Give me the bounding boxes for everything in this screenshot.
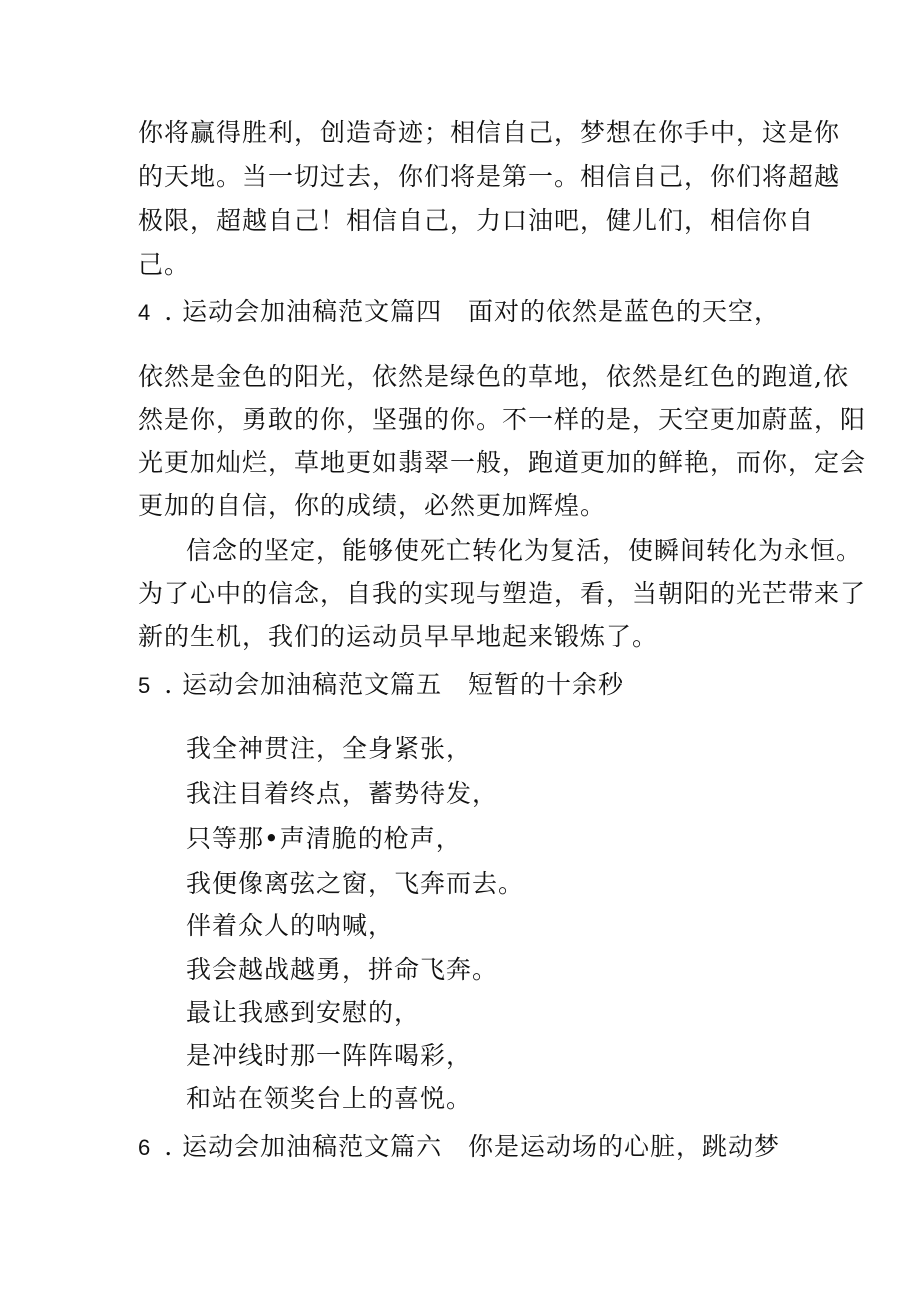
section6-title: . 运动会加油稿范文篇六 (164, 1132, 443, 1161)
section5-heading (138, 670, 625, 701)
section5-subtitle: 短暂的十余秒 (468, 670, 625, 699)
s4-p1-line-1: 依然是金色的阳光，依然是绿色的草地，依然是红色的跑道,依 (138, 362, 849, 391)
poem-line-8: 是冲线时那一阵阵喝彩， (186, 1041, 473, 1070)
poem-line-5: 伴着众人的呐喊， (186, 911, 395, 940)
section4-heading (138, 297, 781, 328)
section6-number: 6 (138, 1135, 151, 1160)
s4-p1-line-3: 光更加灿烂，草地更如翡翠一般，跑道更加的鲜艳，而你，定会 (138, 448, 867, 477)
section4-title: . 运动会加油稿范文篇四 (164, 297, 443, 326)
s4-p1-line-2: 然是你，勇敢的你，坚强的你。不一样的是，天空更加蔚蓝，阳 (138, 405, 867, 434)
intro-line-4: 己。 (138, 250, 191, 279)
poem-line-9: 和站在领奖台上的喜悦。 (186, 1084, 473, 1113)
intro-line-3: 极限，超越自己！相信自己，力口油吧，健儿们，相信你自 (138, 206, 815, 235)
poem-line-4: 我便像离弦之窗，飞奔而去。 (186, 869, 525, 898)
poem-line-7: 最让我感到安慰的， (186, 998, 421, 1027)
section4-subtitle: 面对的依然是蓝色的天空， (468, 297, 781, 326)
poem-line-2: 我注目着终点，蓄势待发， (186, 779, 499, 808)
poem-line-3: 只等那•声清脆的枪声， (186, 824, 462, 853)
poem-line-1: 我全神贯注，全身紧张， (186, 734, 473, 763)
section5-number: 5 (138, 673, 151, 698)
intro-line-2: 的天地。当一切过去，你们将是第一。相信自己，你们将超越 (138, 162, 841, 191)
s4-p1-line-4: 更加的自信，你的成绩，必然更加辉煌。 (138, 491, 607, 520)
section5-title: . 运动会加油稿范文篇五 (164, 670, 443, 699)
section4-number: 4 (138, 300, 151, 325)
s4-p2-line-3: 新的生机，我们的运动员早早地起来锻炼了。 (138, 622, 659, 651)
intro-line-1: 你将赢得胜利，创造奇迹；相信自己，梦想在你手中，这是你 (138, 118, 841, 147)
s4-p2-line-1: 信念的坚定，能够使死亡转化为复活，使瞬间转化为永恒。 (186, 536, 863, 565)
section6-heading (138, 1132, 781, 1163)
poem-line-6: 我会越战越勇，拼命飞奔。 (186, 955, 499, 984)
section6-subtitle: 你是运动场的心脏，跳动梦 (468, 1132, 781, 1161)
s4-p2-line-2: 为了心中的信念，自我的实现与塑造，看，当朝阳的光芒带来了 (138, 579, 867, 608)
